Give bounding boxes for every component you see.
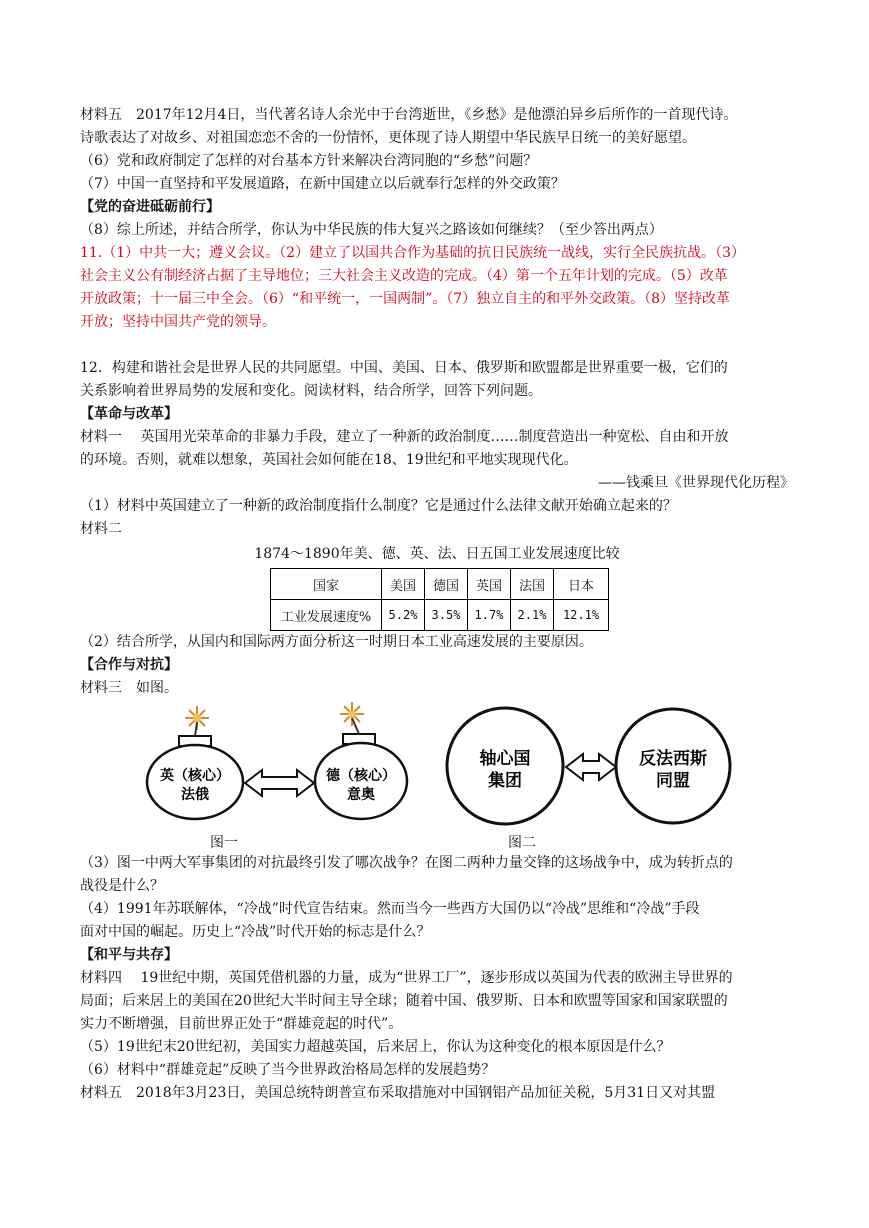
text-line: （8）综上所述，并结合所学，你认为中华民族的伟大复兴之路该如何继续？（至少答出两点） (80, 222, 663, 238)
document-page (80, 104, 794, 1105)
figures (80, 702, 794, 852)
table-cell: 3.5% (425, 600, 468, 631)
text-line: 开放政策；十一届三中全会。（6）“和平统一，一国两制”。（7）独立自主的和平外交政策。（8）坚持改革 (80, 291, 731, 307)
table-header-row (271, 569, 609, 600)
double-arrow-icon (566, 754, 616, 780)
text-line: （1）材料中英国建立了一种新的政治制度指什么制度？它是通过什么法律文献开始确立起来的？ (80, 498, 677, 514)
fig1-left-label-1: 英（核心） (160, 768, 230, 784)
figure-1-caption: 图一 (210, 835, 238, 851)
table-cell: 英国 (468, 569, 511, 600)
text-line: 局面；后来居上的美国在20世纪大半时间主导全球；随着中国、俄罗斯、日本和欧盟等国家和国家联盟的 (80, 993, 728, 1009)
text-line: 材料二 (80, 521, 122, 537)
table-caption: 1874～1890年美、德、英、法、日五国工业发展速度比较 (254, 546, 620, 562)
text-line: 战役是什么？ (80, 878, 164, 894)
section-heading: 【和平与共存】 (80, 947, 178, 963)
text-line: ——钱乘旦《世界现代化历程》 (598, 475, 794, 491)
text-line: 的环境。否则，就难以想象，英国社会如何能在18、19世纪和平地实现现代化。 (80, 452, 578, 468)
table-cell: 1.7% (468, 600, 511, 631)
text-line: （6）材料中“群雄竞起”反映了当今世界政治格局怎样的发展趋势？ (80, 1062, 496, 1078)
section-bottom (80, 852, 794, 1105)
text-line: 面对中国的崛起。历史上“冷战”时代开始的标志是什么？ (80, 924, 431, 940)
table-cell: 日本 (554, 569, 609, 600)
fig2-right-label-2: 同盟 (656, 771, 690, 791)
fig1-left-label-2: 法俄 (181, 787, 209, 803)
text-line: （6）党和政府制定了怎样的对台基本方针来解决台湾同胞的“乡愁”问题？ (80, 153, 538, 169)
fig2-left-label-2: 集团 (488, 771, 522, 791)
table-cell: 国家 (271, 569, 382, 600)
table-cell: 2.1% (511, 600, 554, 631)
table-cell: 工业发展速度% (271, 600, 382, 631)
text-line: 实力不断增强，目前世界正处于“群雄竞起的时代”。 (80, 1016, 403, 1032)
section-heading: 【党的奋进砥砺前行】 (80, 199, 220, 215)
text-line: （4）1991年苏联解体，“冷战”时代宣告结束。然而当今一些西方大国仍以“冷战”思维和“冷战”手段 (80, 901, 700, 917)
figure-diagrams (80, 702, 794, 830)
table-cell: 德国 (425, 569, 468, 600)
table-cell: 法国 (511, 569, 554, 600)
fig1-right-label-2: 意奥 (347, 787, 375, 803)
text-line: 开放；坚持中国共产党的领导。 (80, 314, 276, 330)
section-question-12 (80, 357, 794, 541)
text-line: 材料五 2017年12月4日，当代著名诗人余光中于台湾逝世，《乡愁》是他漂泊异乡后所作的一首现代诗。 (80, 107, 738, 123)
double-arrow-icon (245, 770, 314, 796)
text-line: 材料四 19世纪中期，英国凭借机器的力量，成为“世界工厂”，逐步形成以英国为代表的欧洲主导世界的 (80, 970, 733, 986)
table-row (271, 600, 609, 631)
text-line: 材料五 2018年3月23日，美国总统特朗普宣布采取措施对中国钢铝产品加征关税，5月31日又对其盟 (80, 1085, 716, 1101)
text-line: 11.（1）中共一大；遵义会议。（2）建立了以国共合作为基础的抗日民族统一战线，实行全民族抗战。（3） (80, 245, 745, 261)
table-cell: 5.2% (382, 600, 425, 631)
table-cell: 美国 (382, 569, 425, 600)
text-line: （7）中国一直坚持和平发展道路，在新中国建立以后就奉行怎样的外交政策？ (80, 176, 565, 192)
text-line: （5）19世纪末20世纪初，美国实力超越英国，后来居上，你认为这种变化的根本原因是什么？ (80, 1039, 671, 1055)
table-cell: 12.1% (554, 600, 609, 631)
figure-2-caption: 图二 (508, 835, 536, 851)
industry-speed-table (270, 568, 609, 631)
fig1-right-label-1: 德（核心） (326, 768, 396, 784)
text-line: （3）图一中两大军事集团的对抗最终引发了哪次战争？在图二两种力量交锋的这场战争中，成为转折点的 (80, 855, 733, 871)
spacer (80, 334, 794, 357)
text-line: 诗歌表达了对故乡、对祖国恋恋不舍的一份情怀，更体现了诗人期望中华民族早日统一的美好愿望。 (80, 130, 696, 146)
section-heading: 【合作与对抗】 (80, 657, 178, 673)
text-line: 关系影响着世界局势的发展和变化。阅读材料，结合所学，回答下列问题。 (80, 383, 542, 399)
text-line: 社会主义公有制经济占据了主导地位；三大社会主义改造的完成。（4）第一个五年计划的完成。（5）改革 (80, 268, 728, 284)
text-line: 材料三 如图。 (80, 680, 178, 696)
text-line: 12．构建和谐社会是世界人民的共同愿望。中国、美国、日本、俄罗斯和欧盟都是世界重要一极，它们的 (80, 360, 728, 376)
fig2-left-label-1: 轴心国 (479, 749, 531, 769)
section-heading: 【革命与改革】 (80, 406, 178, 422)
fig2-right-label-1: 反法西斯 (639, 749, 707, 769)
text-line: （2）结合所学，从国内和国际两方面分析这一时期日本工业高速发展的主要原因。 (80, 634, 593, 650)
section-top (80, 104, 794, 334)
section-after-table (80, 631, 794, 700)
text-line: 材料一 英国用光荣革命的非暴力手段，建立了一种新的政治制度……制度营造出一种宽松、自由和开放 (80, 429, 729, 445)
